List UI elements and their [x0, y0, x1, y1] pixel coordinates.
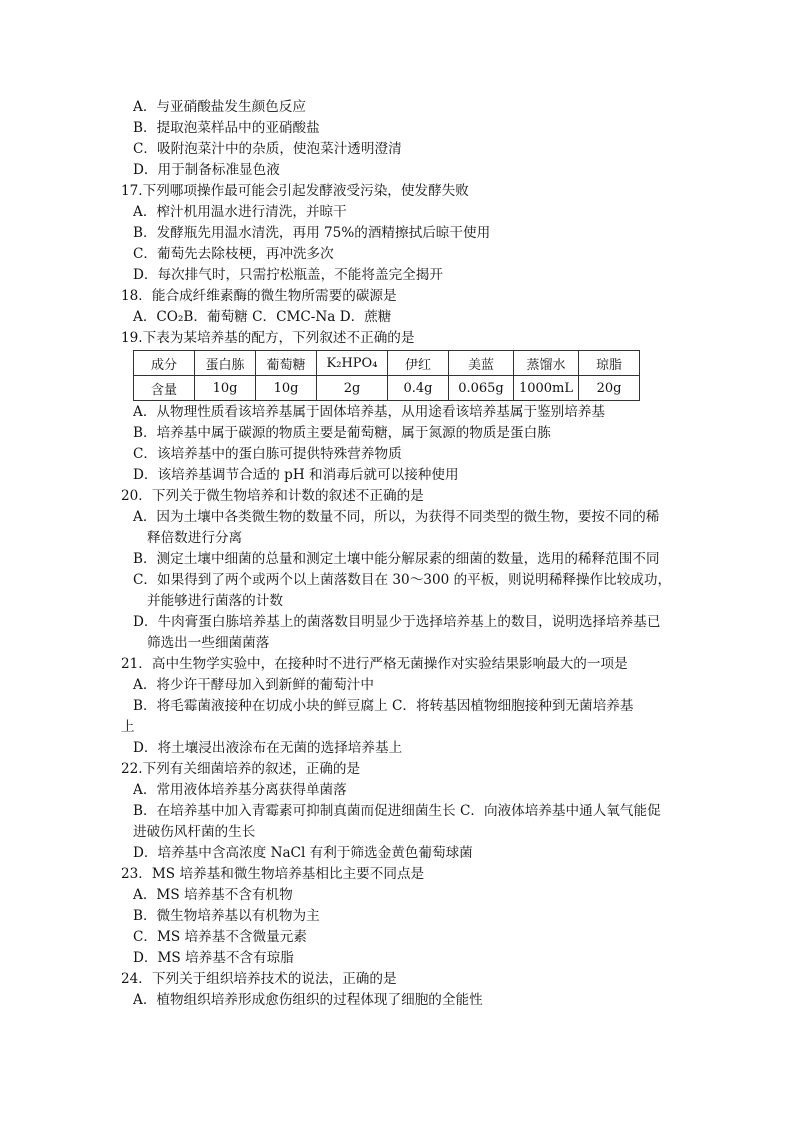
q20-stem: 20．下列关于微生物培养和计数的叙述不正确的是: [121, 488, 424, 504]
q21-option-d: D．将土壤浸出液涂布在无菌的选择培养基上: [133, 740, 403, 756]
medium-formula-table: [133, 350, 640, 401]
q20-option-d-cont: 筛选出一些细菌菌落: [147, 635, 270, 651]
q22-option-a: A．常用液体培养基分离获得单菌落: [133, 782, 347, 798]
q24-stem: 24．下列关于组织培养技术的说法，正确的是: [121, 971, 397, 987]
table-cell: 20g: [579, 376, 640, 401]
table-cell: 成分: [134, 351, 195, 376]
q17-option-a: A．榨汁机用温水进行清洗，并晾干: [133, 204, 347, 220]
q23-option-d: D．MS 培养基不含有琼脂: [133, 950, 294, 966]
table-cell: 10g: [256, 376, 317, 401]
q16-option-a: A．与亚硝酸盐发生颜色反应: [133, 99, 306, 115]
table-cell: 10g: [195, 376, 256, 401]
q16-option-d: D．用于制备标准显色液: [133, 162, 280, 178]
q18-options: A．CO₂B．葡萄糖 C．CMC-Na D．蔗糖: [133, 309, 392, 325]
q22-option-c-cont: 进破伤风杆菌的生长: [133, 824, 256, 840]
q19-stem: 19.下表为某培养基的配方，下列叙述不正确的是: [121, 330, 415, 346]
q21-option-bc: B．将毛霉菌液接种在切成小块的鲜豆腐上 C．将转基因植物细胞接种到无菌培养基: [133, 698, 634, 714]
table-cell: 葡萄糖: [256, 351, 317, 376]
q20-option-a: A．因为土壤中各类微生物的数量不同，所以，为获得不同类型的微生物，要按不同的稀: [133, 509, 660, 525]
q17-option-b: B．发酵瓶先用温水清洗，再用 75%的酒精擦拭后晾干使用: [133, 225, 491, 241]
q17-option-c: C．葡萄先去除枝梗，再冲洗多次: [133, 246, 334, 262]
table-cell: 蒸馏水: [514, 351, 579, 376]
q23-stem: 23．MS 培养基和微生物培养基相比主要不同点是: [121, 866, 425, 882]
q19-option-c: C．该培养基中的蛋白胨可提供特殊营养物质: [133, 446, 402, 462]
table-cell: 琼脂: [579, 351, 640, 376]
q20-option-c: C．如果得到了两个或两个以上菌落数目在 30～300 的平板，则说明稀释操作比较成功，: [133, 572, 672, 588]
q21-stem: 21．高中生物学实验中，在接种时不进行严格无菌操作对实验结果影响最大的一项是: [121, 656, 628, 672]
q18-stem: 18．能合成纤维素酶的微生物所需要的碳源是: [121, 288, 397, 304]
q19-option-d: D．该培养基调节合适的 pH 和消毒后就可以接种使用: [133, 467, 459, 483]
q16-option-b: B．提取泡菜样品中的亚硝酸盐: [133, 120, 320, 136]
q23-option-c: C．MS 培养基不含微量元素: [133, 929, 307, 945]
q24-option-a: A．植物组织培养形成愈伤组织的过程体现了细胞的全能性: [133, 992, 483, 1008]
q22-option-bc: B．在培养基中加入青霉素可抑制真菌而促进细菌生长 C．向液体培养基中通人氧气能促: [133, 803, 661, 819]
q21-option-c-cont: 上: [121, 719, 135, 735]
table-cell: 1000mL: [514, 376, 579, 401]
q23-option-b: B．微生物培养基以有机物为主: [133, 908, 320, 924]
q20-option-c-cont: 并能够进行菌落的计数: [147, 593, 283, 609]
q17-option-d: D．每次排气时，只需拧松瓶盖，不能将盖完全揭开: [133, 267, 443, 283]
q17-stem: 17.下列哪项操作最可能会引起发酵液受污染，使发酵失败: [121, 183, 469, 199]
table-cell: 2g: [317, 376, 388, 401]
q20-option-a-cont: 释倍数进行分离: [147, 530, 243, 546]
table-header-row: [134, 351, 640, 376]
table-cell: 蛋白胨: [195, 351, 256, 376]
q19-option-a: A．从物理性质看该培养基属于固体培养基，从用途看该培养基属于鉴别培养基: [133, 404, 606, 420]
table-cell: 0.065g: [449, 376, 514, 401]
table-cell: 伊红: [388, 351, 449, 376]
q23-option-a: A．MS 培养基不含有机物: [133, 887, 293, 903]
q20-option-b: B．测定土壤中细菌的总量和测定土壤中能分解尿素的细菌的数量，选用的稀释范围不同: [133, 551, 660, 567]
table-cell: 美蓝: [449, 351, 514, 376]
table-row: [134, 376, 640, 401]
table-cell: 含量: [134, 376, 195, 401]
q22-stem: 22.下列有关细菌培养的叙述，正确的是: [121, 761, 361, 777]
table-cell: K₂HPO₄: [317, 351, 388, 376]
q16-option-c: C．吸附泡菜汁中的杂质，使泡菜汁透明澄清: [133, 141, 402, 157]
table-cell: 0.4g: [388, 376, 449, 401]
q19-option-b: B．培养基中属于碳源的物质主要是葡萄糖，属于氮源的物质是蛋白胨: [133, 425, 551, 441]
q21-option-a: A．将少许干酵母加入到新鲜的葡萄汁中: [133, 677, 374, 693]
q22-option-d: D．培养基中含高浓度 NaCl 有利于筛选金黄色葡萄球菌: [133, 845, 473, 861]
q20-option-d: D．牛肉膏蛋白胨培养基上的菌落数目明显少于选择培养基上的数目，说明选择培养基已: [133, 614, 661, 630]
